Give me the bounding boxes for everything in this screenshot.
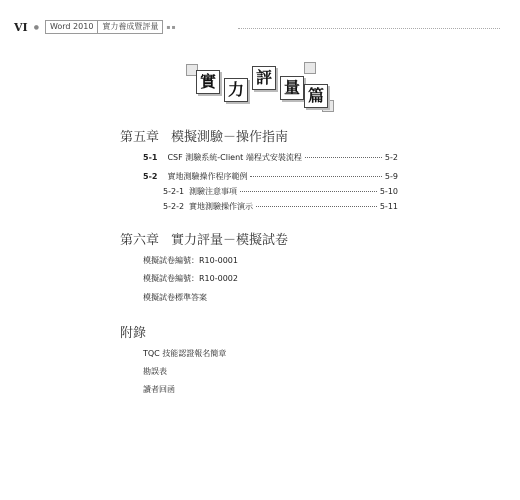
section-title-graphic [184, 60, 334, 120]
toc-leader [256, 206, 377, 207]
toc-leader [305, 157, 382, 158]
toc-page: 5-9 [384, 172, 398, 181]
header-tab-book: Word 2010 [45, 20, 98, 34]
page-number: VI [14, 20, 28, 34]
toc-number: 5-2 [143, 172, 158, 181]
toc-number: 5-2-2 [163, 202, 185, 211]
toc-text: 實地測驗操作程序範例 [167, 172, 248, 181]
toc-entry[interactable] [143, 152, 398, 163]
list-item[interactable]: 模擬試卷編號：R10-0001 [143, 256, 238, 265]
running-header [14, 20, 177, 34]
toc-entry[interactable] [143, 171, 398, 182]
toc-entry[interactable] [163, 186, 398, 197]
header-dotted-rule [238, 28, 500, 29]
list-item[interactable]: TQC 技能認證報名簡章 [143, 349, 227, 358]
toc-leader [240, 191, 377, 192]
toc-number: 5-2-1 [163, 187, 185, 196]
toc-leader [250, 176, 381, 177]
chapter-6-heading [120, 229, 288, 248]
toc-page: 5-2 [384, 153, 398, 162]
toc-number: 5-1 [143, 153, 158, 162]
list-item[interactable]: 模擬試卷標準答案 [143, 293, 207, 302]
squares-icon: ▪▪ [166, 23, 177, 31]
header-tab-section: 實力養成暨評量 [98, 20, 163, 34]
chapter-number: 第五章 [120, 130, 160, 145]
bullet-icon: ● [33, 23, 39, 31]
toc-text: 實地測驗操作演示 [189, 202, 254, 211]
title-char-5: 篇 [304, 84, 328, 108]
chapter-title: 實力評量－模擬試卷 [171, 233, 289, 248]
decor-square [304, 62, 316, 74]
chapter-5-heading [120, 126, 288, 145]
list-item[interactable]: 模擬試卷編號：R10-0002 [143, 274, 238, 283]
appendix-heading: 附錄 [120, 326, 147, 341]
list-item[interactable]: 讀者回函 [143, 385, 175, 394]
toc-page: 5-11 [379, 202, 398, 211]
toc-entry[interactable] [163, 201, 398, 212]
title-char-4: 量 [280, 76, 304, 100]
list-item[interactable]: 勘誤表 [143, 367, 167, 376]
title-char-3: 評 [252, 66, 276, 90]
chapter-title: 模擬測驗－操作指南 [171, 130, 289, 145]
toc-text: CSF 測驗系統-Client 端程式安裝流程 [167, 153, 302, 162]
chapter-number: 第六章 [120, 233, 160, 248]
toc-text: 測驗注意事項 [189, 187, 238, 196]
title-char-2: 力 [224, 78, 248, 102]
toc-page: 5-10 [379, 187, 398, 196]
title-char-1: 實 [196, 70, 220, 94]
